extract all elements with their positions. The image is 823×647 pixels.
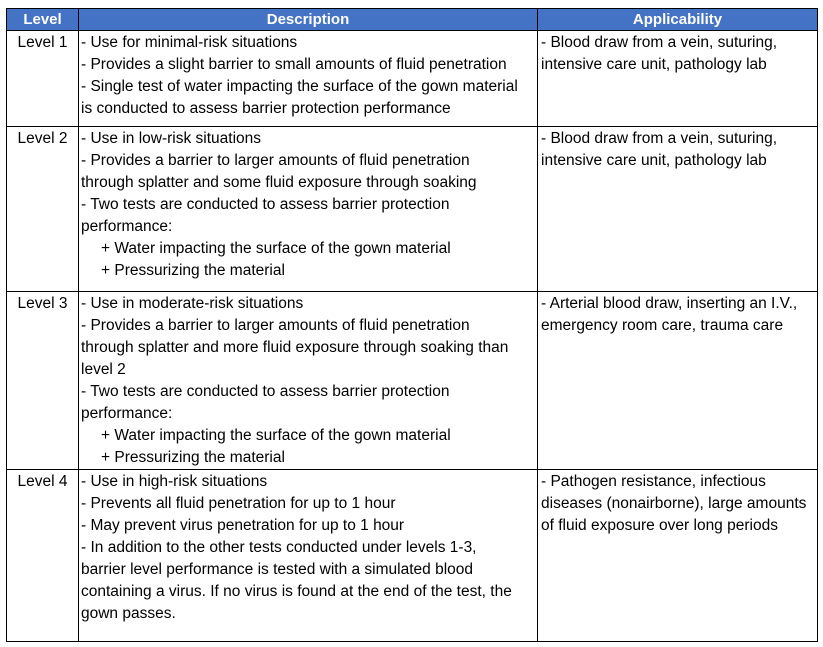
table-row [7, 127, 818, 292]
gown-protection-levels-table [6, 8, 818, 642]
applicability-line: - Pathogen resistance, infectious [541, 473, 766, 490]
description-line: - Use for minimal-risk situations [81, 34, 298, 51]
description-line: gown passes. [81, 605, 176, 622]
table-body [7, 31, 818, 642]
description-line: - Single test of water impacting the surface of the gown material [81, 78, 518, 95]
table-row [7, 292, 818, 470]
level-label: Level 1 [17, 34, 68, 51]
level-cell [7, 31, 79, 127]
description-line: - Provides a barrier to larger amounts of fluid penetration [81, 317, 470, 334]
description-cell [79, 31, 538, 127]
description-line: - Two tests are conducted to assess barrier protection [81, 196, 450, 213]
description-line: + Water impacting the surface of the gown material [101, 240, 451, 257]
applicability-cell [538, 31, 818, 127]
description-line: - Use in low-risk situations [81, 130, 262, 147]
table-row [7, 470, 818, 642]
description-line: - Use in moderate-risk situations [81, 295, 304, 312]
header-level: Level [7, 9, 79, 31]
header-applicability: Applicability [538, 9, 818, 31]
header-description: Description [79, 9, 538, 31]
table-header [7, 9, 818, 31]
description-line: - May prevent virus penetration for up to 1 hour [81, 517, 405, 534]
level-cell [7, 127, 79, 292]
applicability-line: - Blood draw from a vein, suturing, [541, 130, 778, 147]
description-line: - Use in high-risk situations [81, 473, 268, 490]
applicability-line: intensive care unit, pathology lab [541, 56, 767, 73]
description-line: + Water impacting the surface of the gown material [101, 427, 451, 444]
description-line: level 2 [81, 361, 126, 378]
description-line: performance: [81, 405, 173, 422]
description-line: - Provides a barrier to larger amounts of fluid penetration [81, 152, 470, 169]
level-cell [7, 470, 79, 642]
description-line: + Pressurizing the material [101, 262, 285, 279]
description-cell [79, 127, 538, 292]
applicability-cell [538, 127, 818, 292]
applicability-line: - Arterial blood draw, inserting an I.V., [541, 295, 798, 312]
description-line: performance: [81, 218, 173, 235]
description-line: - In addition to the other tests conducted under levels 1-3, [81, 539, 477, 556]
level-cell [7, 292, 79, 470]
applicability-line: diseases (nonairborne), large amounts [541, 495, 807, 512]
applicability-line: of fluid exposure over long periods [541, 517, 778, 534]
description-cell [79, 470, 538, 642]
level-label: Level 2 [17, 130, 68, 147]
description-line: + Pressurizing the material [101, 449, 285, 466]
description-line: through splatter and more fluid exposure through soaking than [81, 339, 509, 356]
applicability-cell [538, 470, 818, 642]
applicability-line: - Blood draw from a vein, suturing, [541, 34, 778, 51]
applicability-cell [538, 292, 818, 470]
description-line: - Prevents all fluid penetration for up to 1 hour [81, 495, 396, 512]
description-line: - Two tests are conducted to assess barrier protection [81, 383, 450, 400]
header-row [7, 9, 818, 31]
description-line: is conducted to assess barrier protection performance [81, 100, 451, 117]
description-line: - Provides a slight barrier to small amounts of fluid penetration [81, 56, 507, 73]
level-label: Level 4 [17, 473, 68, 490]
applicability-line: emergency room care, trauma care [541, 317, 784, 334]
applicability-line: intensive care unit, pathology lab [541, 152, 767, 169]
table-row [7, 31, 818, 127]
description-cell [79, 292, 538, 470]
description-line: through splatter and some fluid exposure through soaking [81, 174, 477, 191]
description-line: barrier level performance is tested with a simulated blood [81, 561, 473, 578]
level-label: Level 3 [17, 295, 68, 312]
description-line: containing a virus. If no virus is found at the end of the test, the [81, 583, 512, 600]
